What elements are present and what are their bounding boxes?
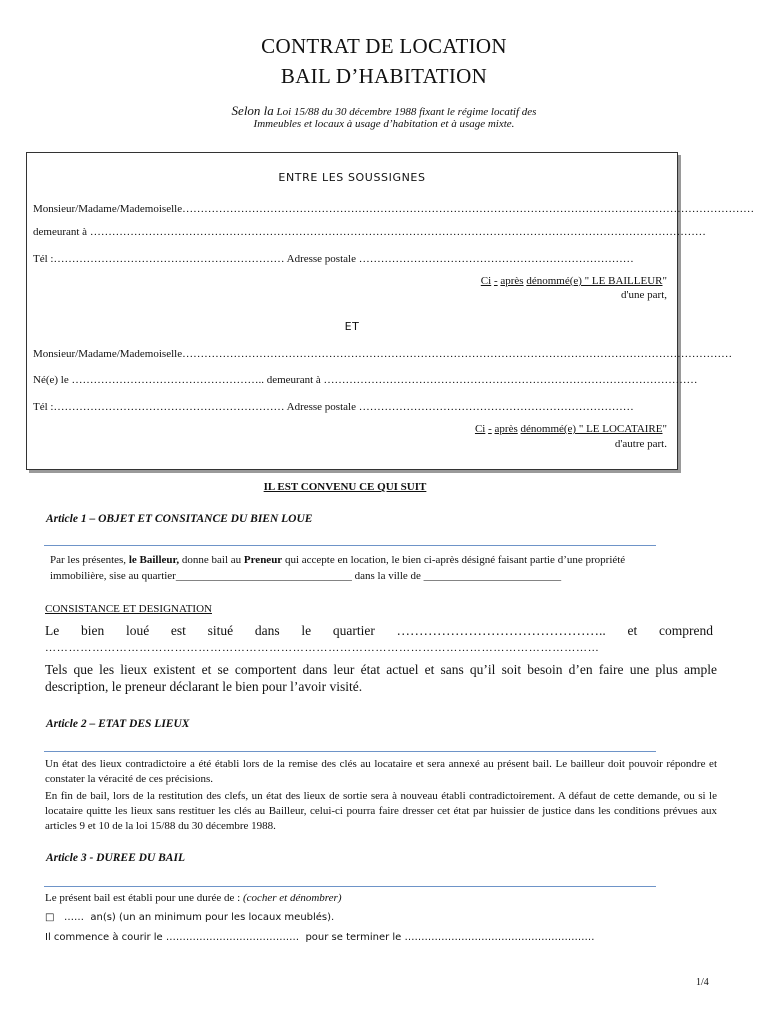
locataire-part: d'autre part. <box>614 438 667 450</box>
end-date-dots[interactable]: ………………………………………………… <box>404 932 595 943</box>
locataire-born-dots: …………………………………………….. <box>71 374 264 386</box>
locataire-apres: après <box>494 423 518 435</box>
start-label: Il commence à courir le <box>45 932 163 943</box>
bailleur-apres: après <box>500 275 524 287</box>
ville-blank[interactable]: _________________________ <box>423 570 562 582</box>
bailleur-address-label: demeurant à <box>33 226 88 238</box>
article1-p-part1: Par les présentes, <box>50 554 129 566</box>
article1-rule <box>44 545 656 546</box>
locataire-address-label: demeurant à <box>266 374 321 386</box>
article1-p-line2-a: immobilière, sise au quartier <box>50 570 176 582</box>
locataire-tel-label: Tél : <box>33 401 54 413</box>
lease-dates-line <box>45 930 595 945</box>
locataire-contact-line[interactable] <box>33 401 669 413</box>
bailleur-name-field[interactable] <box>33 203 755 215</box>
locataire-designation-text: dénommé(e) " LE LOCATAIRE <box>520 423 663 435</box>
duration-option <box>45 910 334 925</box>
locataire-postal-label: Adresse postale <box>286 401 356 413</box>
locataire-designation <box>475 423 667 435</box>
subtitle-rest: Loi 15/88 du 30 décembre 1988 fixant le régime locatif des <box>273 106 537 118</box>
locataire-postal-dots: ………………………………………………………………… <box>358 401 634 413</box>
duration-hint: (cocher et dénombrer) <box>242 892 342 904</box>
article3-title: Article 3 - DUREE DU BAIL <box>46 852 185 864</box>
locataire-designation-quote: " <box>662 423 667 435</box>
bailleur-contact-line[interactable] <box>33 253 669 265</box>
page-number: 1/4 <box>696 977 709 988</box>
start-date-dots[interactable]: ……………………………….… <box>165 932 300 943</box>
article2-title: Article 2 – ETAT DES LIEUX <box>46 718 190 730</box>
bailleur-ci: Ci <box>480 275 492 287</box>
bailleur-postal-label: Adresse postale <box>286 253 356 265</box>
bailleur-designation-text: dénommé(e) " LE BAILLEUR <box>526 275 663 287</box>
locataire-tel-dots: ……………………………………………………… <box>53 401 285 413</box>
locataire-name-label: Monsieur/Madame/Mademoiselle <box>33 348 183 360</box>
bailleur-tel-dots: ……………………………………………………… <box>53 253 285 265</box>
bailleur-postal-dots: ………………………………………………………………… <box>358 253 634 265</box>
locataire-ci: Ci <box>474 423 486 435</box>
article3-rule <box>44 886 656 887</box>
article1-bailleur: le Bailleur, <box>128 554 180 566</box>
article1-paragraph-line2[interactable] <box>50 569 720 584</box>
end-label: pour se terminer le <box>305 932 402 943</box>
locataire-born-label: Né(e) le <box>33 374 69 386</box>
duration-option-text: an(s) (un an minimum pour les locaux meublés). <box>90 912 335 923</box>
article2-rule <box>44 751 656 752</box>
bien-dots-line[interactable]: …………………………………………………………………………………………………………………………… <box>45 642 600 654</box>
bailleur-designation <box>481 275 667 287</box>
locataire-name-field[interactable] <box>33 348 733 360</box>
locataire-name-dots: …………………………………………………………………………………………………………………………………… <box>182 348 733 360</box>
quartier-blank[interactable]: ________________________________ <box>175 570 352 582</box>
article1-p-part3: qui accepte en location, le bien ci-après désigné faisant partie d’une propriété <box>282 554 626 566</box>
bailleur-address-field[interactable] <box>33 226 706 238</box>
subtitle-line2: Immeubles et locaux à usage d’habitation et à usage mixte. <box>253 118 515 130</box>
locataire-address-dots: ………………………………………………………………………………………… <box>323 374 698 386</box>
article2-paragraph1: Un état des lieux contradictoire a été établi lors de la remise des clés au locataire et sera annexé au présent bail. Le bailleur doit pouvoir répondre et constater la véracité de ces précisions. <box>45 758 717 785</box>
article1-p-line2-b: dans la ville de <box>351 570 424 582</box>
bailleur-tel-label: Tél : <box>33 253 54 265</box>
locataire-birth-address-line[interactable] <box>33 374 698 386</box>
article1-p-part2: donne bail au <box>179 554 244 566</box>
article2-paragraph2: En fin de bail, lors de la restitution des clefs, un état des lieux de sortie sera à nouveau établi contradictoirement. A défaut de cette demande, ou si le locataire quitte les lieux sans restituer les clés au Bailleur, celui-ci pourra faire dresser cet état par huissier de justice dans les conditions prévues aux articles 9 et 10 de la loi 15/88 du 30 décembre 1988. <box>45 790 717 832</box>
contract-title-line1: CONTRAT DE LOCATION <box>261 34 507 58</box>
duration-checkbox[interactable]: □ <box>45 912 55 923</box>
bailleur-part: d'une part, <box>621 289 667 301</box>
bailleur-name-label: Monsieur/Madame/Mademoiselle <box>33 203 183 215</box>
agreed-heading: IL EST CONVENU CE QUI SUIT <box>263 481 427 493</box>
parties-heading: ENTRE LES SOUSSIGNES <box>278 171 426 184</box>
article1-preneur: Preneur <box>243 554 283 566</box>
locataire-dash: - <box>488 423 492 435</box>
duration-line <box>45 891 342 906</box>
subtitle-prefix: Selon la <box>231 103 274 118</box>
bailleur-address-dots: …………………………………………………………………………………………………………………………………………………… <box>89 226 706 238</box>
bailleur-designation-quote: " <box>662 275 667 287</box>
tels-que-paragraph: Tels que les lieux existent et se comportent dans leur état actuel et sans qu’il soit besoin d’en faire une plus ample description, le preneur déclarant le bien pour l’avoir visité. <box>45 662 717 694</box>
duration-years-dots[interactable]: …… <box>64 912 84 923</box>
et-separator: ET <box>344 320 360 333</box>
consistance-heading: CONSISTANCE ET DESIGNATION <box>45 603 212 615</box>
parties-box <box>26 152 755 470</box>
article1-paragraph-line1 <box>50 553 720 568</box>
subtitle-line1 <box>0 103 768 119</box>
bien-line[interactable]: Le bien loué est situé dans le quartier ……………………………………….. et comprend <box>45 623 713 638</box>
article1-title: Article 1 – OBJET ET CONSITANCE DU BIEN LOUE <box>46 513 313 525</box>
contract-title-line2: BAIL D’HABITATION <box>280 64 488 88</box>
duration-text: Le présent bail est établi pour une durée de : <box>45 892 243 904</box>
bailleur-dash: - <box>493 275 498 287</box>
bailleur-name-dots: ………………………………………………………………………………………………………………………………………… <box>182 203 755 215</box>
